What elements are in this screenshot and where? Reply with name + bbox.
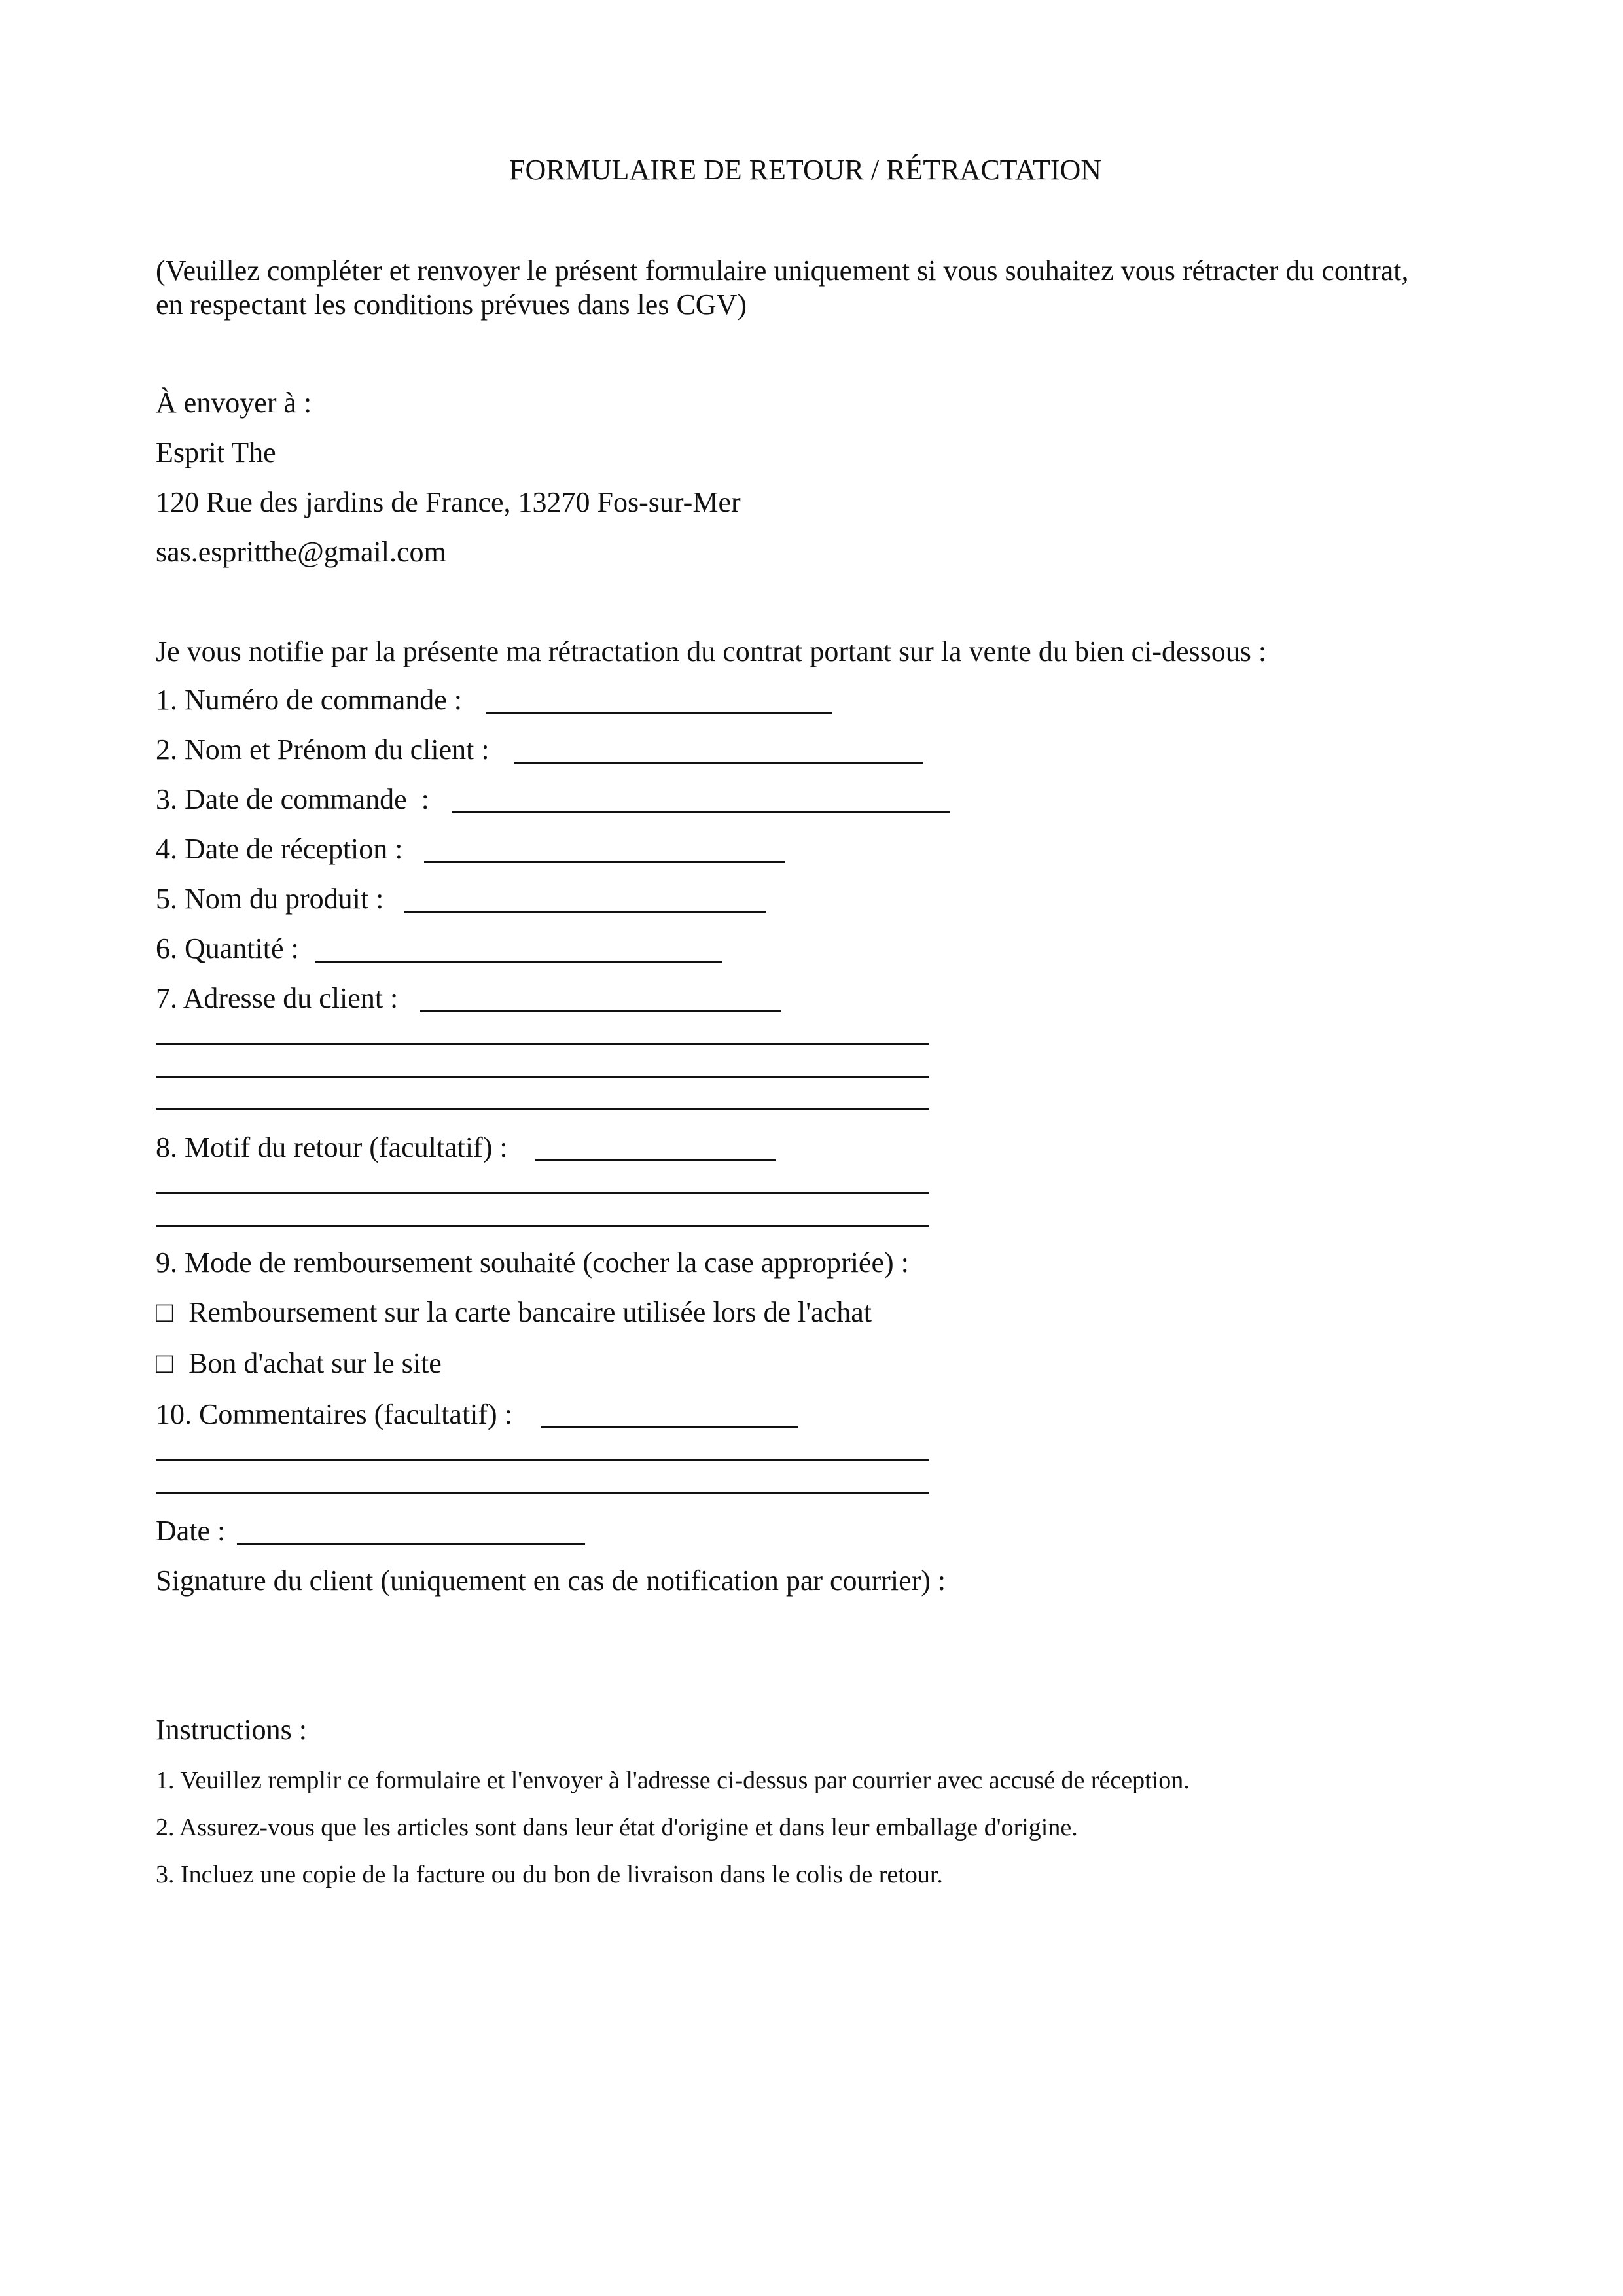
comments-label: 10. Commentaires (facultatif) : (156, 1398, 512, 1430)
client-name-field[interactable] (514, 762, 923, 764)
client-address-line-2[interactable] (156, 1043, 929, 1045)
return-reason-label: 8. Motif du retour (facultatif) : (156, 1131, 508, 1163)
instructions-heading: Instructions : (156, 1714, 307, 1746)
page-title: FORMULAIRE DE RETOUR / RÉTRACTATION (509, 154, 1102, 186)
return-reason-line-3[interactable] (156, 1225, 929, 1227)
instruction-item: 3. Incluez une copie de la facture ou du bon de livraison dans le colis de retour. (156, 1861, 943, 1888)
instruction-item: 2. Assurez-vous que les articles sont dans leur état d'origine et dans leur emballage d'origine. (156, 1814, 1078, 1841)
client-address-field[interactable] (420, 1010, 781, 1012)
recipient-email: sas.espritthe@gmail.com (156, 536, 446, 568)
instruction-item: 1. Veuillez remplir ce formulaire et l'envoyer à l'adresse ci-dessus par courrier avec accusé de réception. (156, 1767, 1190, 1794)
order-date-label: 3. Date de commande : (156, 783, 429, 815)
reception-date-label: 4. Date de réception : (156, 833, 403, 865)
comments-line-2[interactable] (156, 1459, 929, 1461)
client-address-label: 7. Adresse du client : (156, 982, 399, 1014)
refund-mode-label: 9. Mode de remboursement souhaité (cocher la case appropriée) : (156, 1246, 909, 1279)
return-reason-line-2[interactable] (156, 1192, 929, 1194)
return-reason-field[interactable] (535, 1159, 776, 1161)
recipient-label: À envoyer à : (156, 387, 312, 419)
refund-card-checkbox[interactable]: □ (156, 1296, 173, 1328)
recipient-address: 120 Rue des jardins de France, 13270 Fos-sur-Mer (156, 486, 741, 518)
quantity-label: 6. Quantité : (156, 932, 299, 964)
client-name-label: 2. Nom et Prénom du client : (156, 733, 490, 766)
reception-date-field[interactable] (424, 861, 785, 863)
voucher-checkbox[interactable]: □ (156, 1347, 173, 1379)
product-name-field[interactable] (404, 911, 766, 913)
refund-card-label: Remboursement sur la carte bancaire utilisée lors de l'achat (188, 1296, 872, 1328)
signature-label: Signature du client (uniquement en cas de notification par courrier) : (156, 1564, 946, 1597)
voucher-label: Bon d'achat sur le site (188, 1347, 442, 1379)
comments-line-3[interactable] (156, 1492, 929, 1494)
notification-text: Je vous notifie par la présente ma rétractation du contrat portant sur la vente du bien ci-dessous : (156, 635, 1267, 667)
date-label: Date : (156, 1515, 226, 1547)
order-number-field[interactable] (486, 712, 832, 714)
order-number-label: 1. Numéro de commande : (156, 684, 462, 716)
order-date-field[interactable] (452, 811, 950, 813)
comments-field[interactable] (541, 1426, 798, 1428)
quantity-field[interactable] (315, 961, 722, 963)
product-name-label: 5. Nom du produit : (156, 883, 384, 915)
date-field[interactable] (237, 1543, 585, 1545)
client-address-line-4[interactable] (156, 1108, 929, 1110)
intro-line-2: en respectant les conditions prévues dans les CGV) (156, 289, 747, 321)
client-address-line-3[interactable] (156, 1076, 929, 1078)
recipient-company: Esprit The (156, 436, 276, 468)
intro-line-1: (Veuillez compléter et renvoyer le présent formulaire uniquement si vous souhaitez vous rétracter du contrat, (156, 255, 1409, 287)
